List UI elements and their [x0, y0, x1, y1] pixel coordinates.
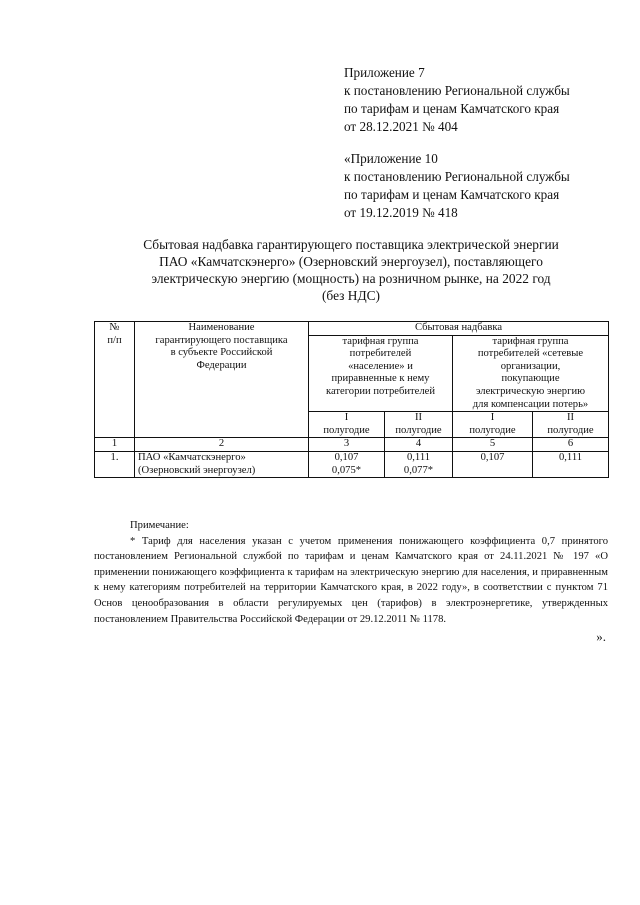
header-name-line3: в субъекте Российской	[170, 347, 273, 359]
table-header-row-1	[95, 322, 609, 336]
appendix-original-line3: по тарифам и ценам Камчатского края	[344, 187, 560, 202]
network-h2-value: 0,111	[533, 451, 609, 477]
group2-line2: потребителей «сетевые	[477, 348, 584, 360]
supplier-name-line1: ПАО «Камчатскэнерго»	[138, 451, 246, 463]
header-half-year-4	[533, 412, 609, 438]
supplier-name-line2: (Озерновский энергоузел)	[138, 464, 256, 476]
roman-2: II	[414, 412, 423, 424]
group1-line3: «население» и	[348, 360, 413, 372]
header-name-cell	[135, 322, 309, 438]
group1-line5: категории потребителей	[325, 385, 436, 397]
appendix-current-block	[344, 64, 570, 136]
title-line4: (без НДС)	[321, 288, 381, 303]
header-group-network	[453, 335, 609, 412]
header-group-population	[309, 335, 453, 412]
appendix-current-line4: от 28.12.2021 № 404	[344, 119, 458, 134]
table-index-row	[95, 438, 609, 452]
row-number: 1.	[95, 451, 135, 477]
index-cell: 6	[533, 438, 609, 452]
index-cell: 1	[95, 438, 135, 452]
half-year-label: полугодие	[469, 424, 516, 436]
roman-3: I	[490, 412, 495, 424]
footnote-heading: Примечание:	[130, 520, 189, 531]
group1-line1: тарифная группа	[342, 335, 419, 347]
group1-line2: потребителей	[349, 348, 412, 360]
footnote-block	[94, 518, 608, 627]
roman-1: I	[344, 412, 349, 424]
closing-quote: ».	[596, 629, 606, 644]
appendix-current-line3: по тарифам и ценам Камчатского края	[344, 101, 560, 116]
row-supplier-name	[135, 451, 309, 477]
header-half-year-2	[385, 412, 453, 438]
appendix-original-block	[344, 150, 570, 222]
index-cell: 2	[135, 438, 309, 452]
appendix-original-line1: «Приложение 10	[344, 151, 438, 166]
population-h2-base: 0,111	[406, 451, 431, 463]
title-line3: электрическую энергию (мощность) на розничном рынке, на 2022 год	[151, 271, 551, 286]
population-h1-reduced: 0,075*	[331, 464, 362, 476]
group2-line3: организации,	[500, 360, 561, 372]
group1-line4: приравненные к нему	[331, 373, 430, 385]
index-cell: 4	[385, 438, 453, 452]
document-title	[60, 236, 640, 304]
header-number-line1: №	[109, 322, 120, 333]
group2-line4: покупающие	[501, 373, 560, 385]
group2-line1: тарифная группа	[492, 335, 569, 347]
table-row	[95, 451, 609, 477]
appendix-original-line2: к постановлению Региональной службы	[344, 169, 570, 184]
title-line1: Сбытовая надбавка гарантирующего поставщика электрической энергии	[143, 237, 559, 252]
appendix-current-line1: Приложение 7	[344, 65, 425, 80]
title-line2: ПАО «Камчатскэнерго» (Озерновский энергоузел), поставляющего	[159, 254, 543, 269]
header-name-line1: Наименование	[188, 322, 255, 333]
header-half-year-1	[309, 412, 385, 438]
population-h2-reduced: 0,077*	[403, 464, 434, 476]
roman-4: II	[566, 412, 575, 424]
group2-line5: электрическую энергию	[475, 385, 586, 397]
index-cell: 3	[309, 438, 385, 452]
tariff-table	[94, 321, 609, 478]
header-number-cell	[95, 322, 135, 438]
population-h1-value	[309, 451, 385, 477]
header-name-line4: Федерации	[196, 359, 247, 371]
half-year-label: полугодие	[547, 424, 594, 436]
population-h2-value	[385, 451, 453, 477]
index-cell: 5	[453, 438, 533, 452]
appendix-current-line2: к постановлению Региональной службы	[344, 83, 570, 98]
header-name-line2: гарантирующего поставщика	[155, 334, 288, 346]
appendix-original-line4: от 19.12.2019 № 418	[344, 205, 458, 220]
half-year-label: полугодие	[395, 424, 442, 436]
header-half-year-3	[453, 412, 533, 438]
header-markup-cell: Сбытовая надбавка	[309, 322, 609, 336]
group2-line6: для компенсации потерь»	[472, 398, 589, 410]
half-year-label: полугодие	[323, 424, 370, 436]
population-h1-base: 0,107	[334, 451, 359, 463]
header-number-line2: п/п	[107, 334, 122, 346]
network-h1-value: 0,107	[453, 451, 533, 477]
footnote-text: * Тариф для населения указан с учетом применения понижающего коэффициента 0,7 принятого постановлением Региональной службой по тарифам и ценам Камчатского края от 24.11.2021 № 197 «О применении понижающего коэффициента к тарифам на электрическую энергию для населения, и приравненным к нему категориям потребителей на территории Камчатского края, в 2022 году», в соответствии с пунктом 71 Основ ценообразования в области регулируемых цен (тарифов) в электроэнергетике, утвержденных постановлением Правительства Российской Федерации от 29.12.2011 № 1178.	[94, 535, 608, 625]
